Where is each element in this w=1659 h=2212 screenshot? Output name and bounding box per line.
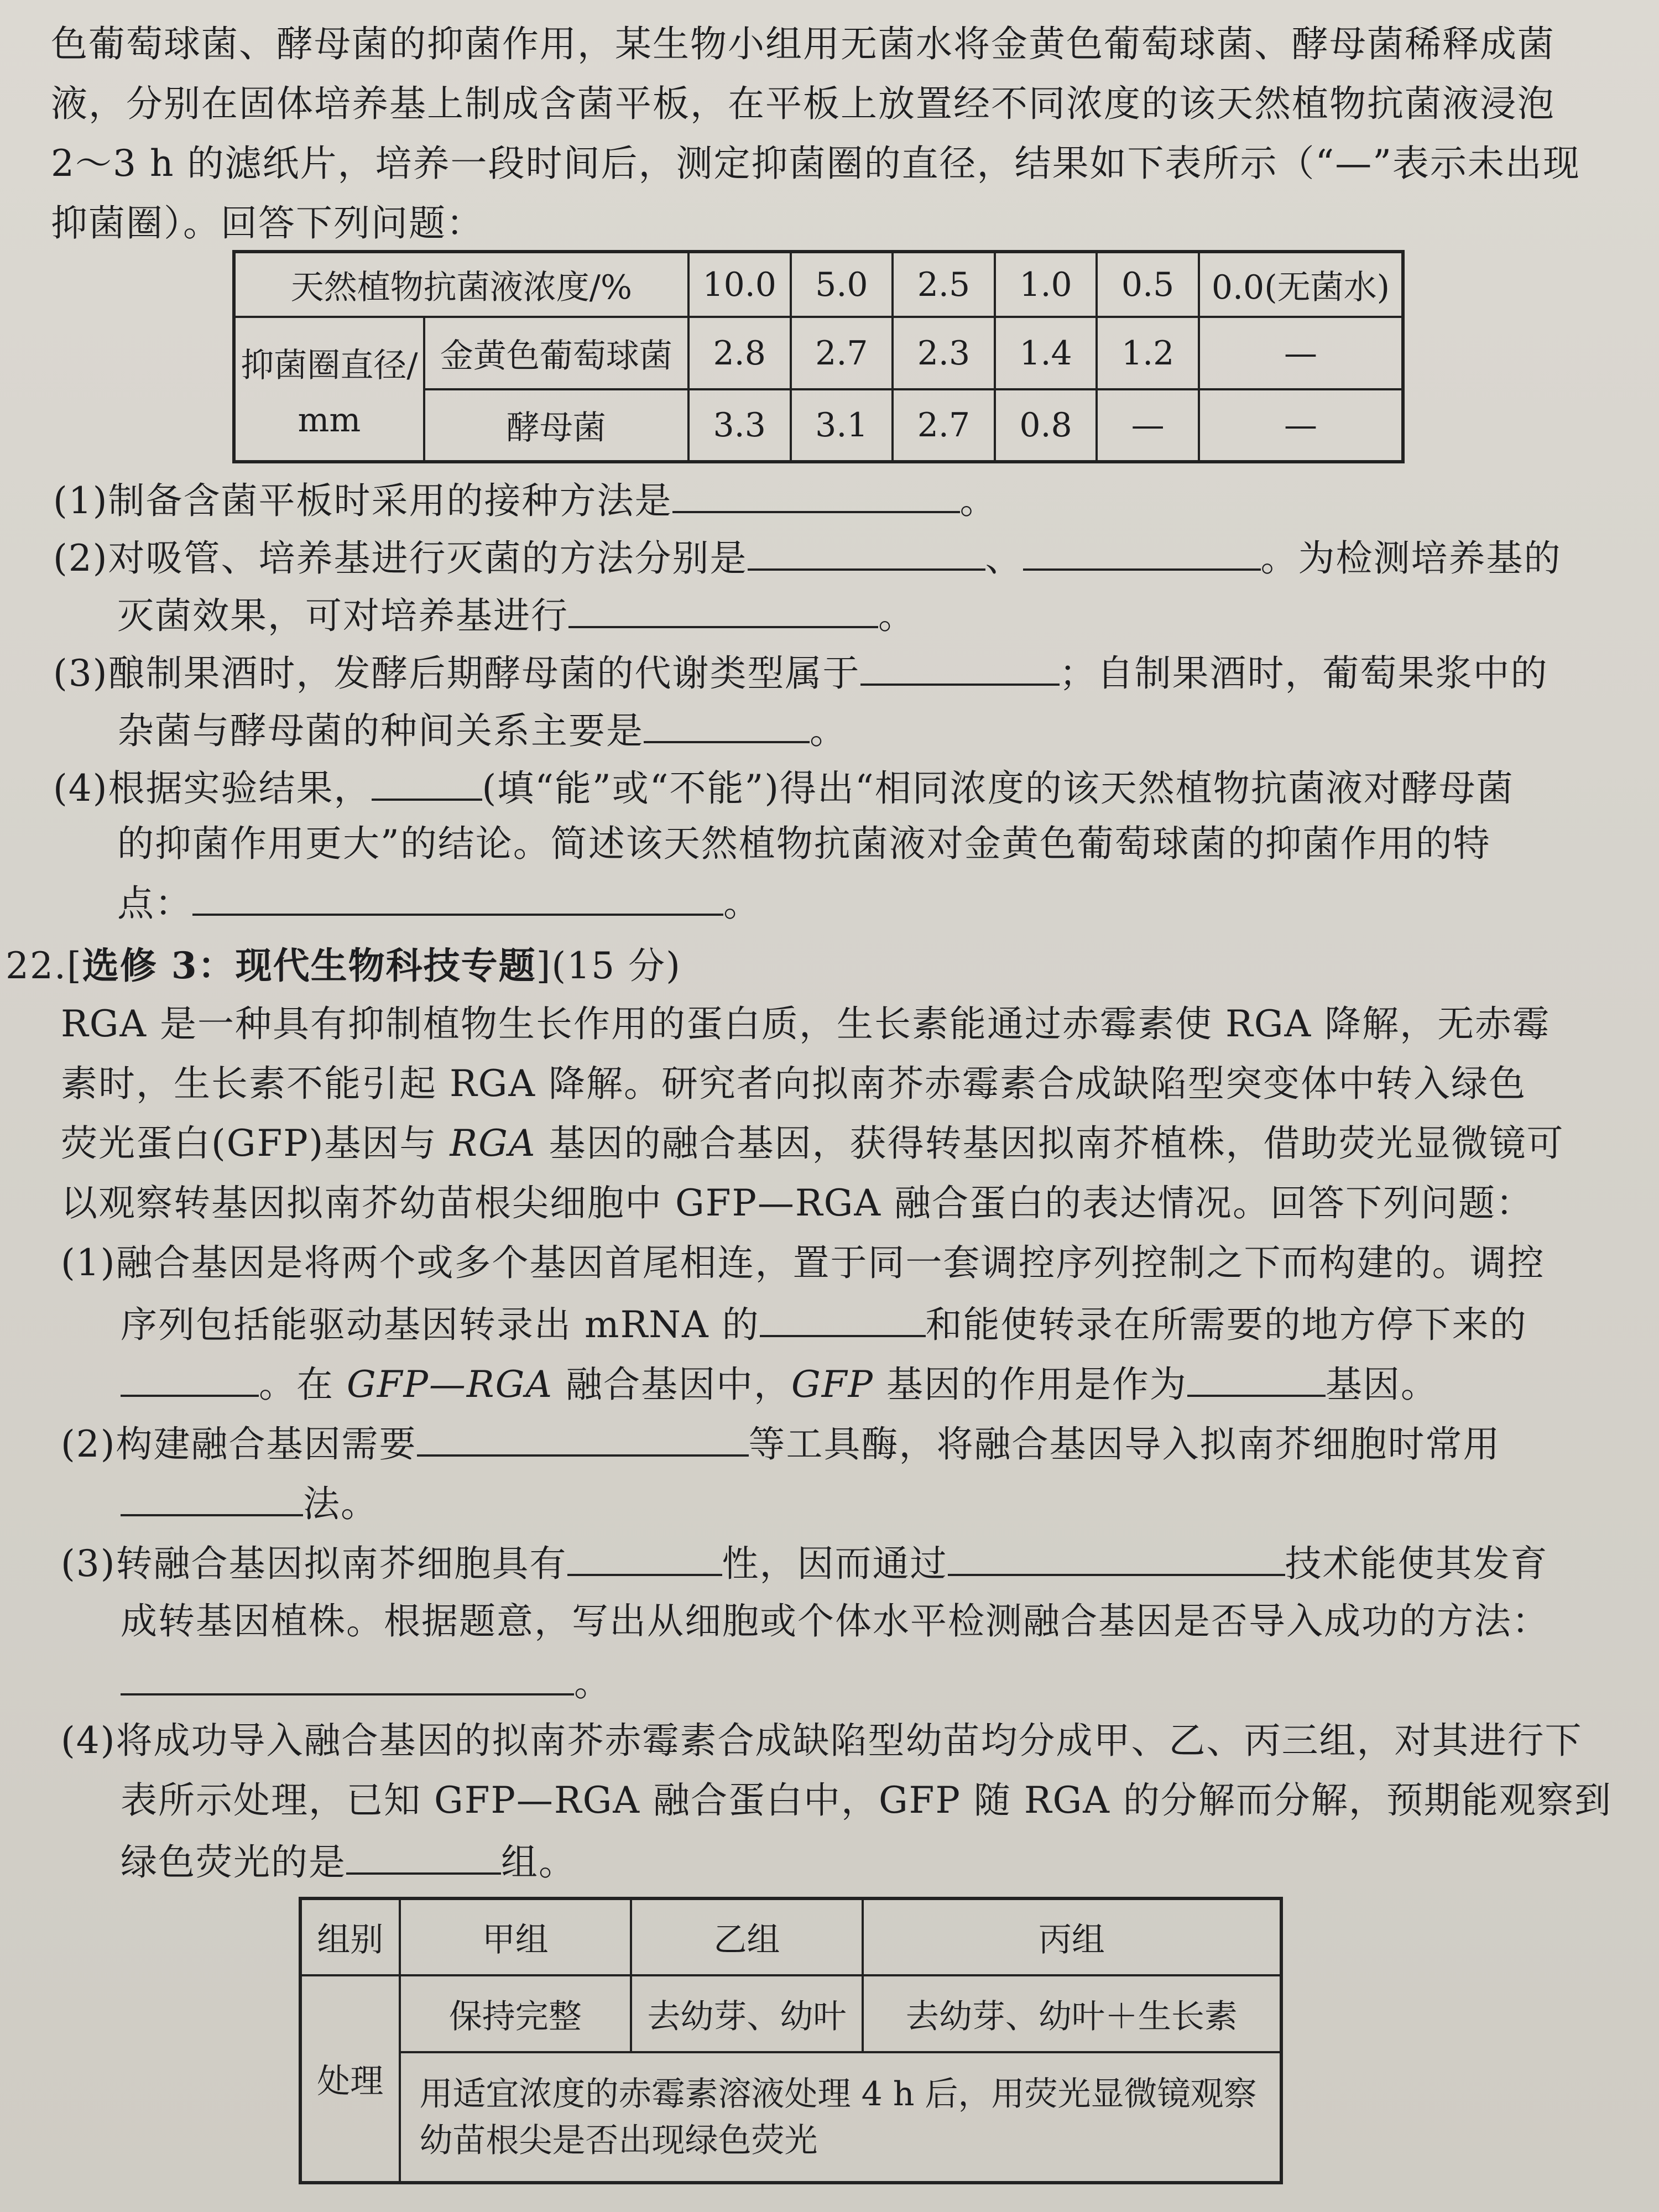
q22-q2c: 法。 (303, 1483, 378, 1525)
q22-q2a: (2)构建融合基因需要 (61, 1423, 417, 1465)
conc-cell: 10.0 (688, 252, 791, 317)
q22-q3a: (3)转融合基因拟南芥细胞具有 (61, 1542, 567, 1585)
q21-p2-sep: 、 (985, 537, 1023, 580)
conc-cell: 2.5 (893, 252, 995, 317)
answer-blank[interactable] (346, 1838, 501, 1875)
group-header: 丙组 (863, 1898, 1281, 1975)
q21-part4 (53, 764, 1514, 811)
answer-blank[interactable] (568, 592, 878, 628)
conc-cell: 0.0(无菌水) (1199, 252, 1403, 317)
common-treatment (400, 2052, 1282, 2183)
q21-p2-text-c: 灭菌效果，可对培养基进行 (117, 594, 568, 637)
q21-p3-text: (3)酿制果酒时，发酵后期酵母菌的代谢类型属于 (53, 652, 860, 695)
answer-blank[interactable] (672, 477, 960, 513)
q21-part4-cont2 (117, 879, 761, 926)
q21-p3-end: 。 (810, 709, 847, 752)
answer-blank[interactable] (644, 707, 810, 743)
concentration-header: 天然植物抗菌液浓度/% (234, 252, 688, 317)
answer-blank[interactable] (121, 1659, 574, 1695)
q22-stem-4: 以观察转基因拟南芥幼苗根尖细胞中 GFP—RGA 融合蛋白的表达情况。回答下列问题： (61, 1182, 1533, 1224)
q22-q1e-italic: GFP (791, 1363, 874, 1406)
q22-q1c: 和能使转录在所需要的地方停下来的 (925, 1303, 1527, 1346)
q22-title: 选修 3：现代生物科技专题 (82, 944, 536, 987)
answer-blank[interactable] (948, 1540, 1285, 1576)
q22-score: (15 分) (551, 945, 681, 987)
q22-q1d-italic: GFP—RGA (346, 1363, 553, 1406)
q22-part3-cont: 成转基因植株。根据题意，写出从细胞或个体水平检测融合基因是否导入成功的方法： (121, 1600, 1550, 1642)
bracket-open: [ (66, 945, 82, 987)
answer-blank[interactable] (1187, 1360, 1326, 1397)
q22-part2-cont (121, 1480, 378, 1526)
organism-name: 酵母菌 (424, 389, 688, 462)
answer-blank[interactable] (748, 534, 985, 571)
treatment-cell: 保持完整 (400, 1975, 631, 2052)
treatment-label: 处理 (300, 1975, 400, 2183)
q22-part1-cont2 (121, 1360, 1438, 1407)
question-number: 22. (6, 945, 67, 987)
q21-part3 (53, 649, 1548, 696)
q22-stem-3 (61, 1121, 1564, 1166)
conc-cell: 5.0 (791, 252, 893, 317)
q21-p4-text-b: (填“能”或“不能”)得出“相同浓度的该天然植物抗菌液对酵母菌 (482, 767, 1514, 810)
value-cell: 3.1 (791, 389, 893, 462)
value-cell: 2.7 (893, 389, 995, 462)
value-cell: — (1097, 389, 1199, 462)
treatment-cell: 去幼芽、幼叶＋生长素 (863, 1975, 1281, 2052)
treatment-cell: 去幼芽、幼叶 (631, 1975, 863, 2052)
value-cell: 1.2 (1097, 317, 1199, 389)
conc-cell: 0.5 (1097, 252, 1199, 317)
q22-q1g: 基因。 (1325, 1363, 1438, 1406)
group-header: 甲组 (400, 1898, 631, 1975)
q21-p1-end: 。 (959, 479, 998, 522)
answer-blank[interactable] (192, 879, 723, 916)
value-cell: — (1199, 389, 1403, 462)
q21-part3-cont (117, 707, 847, 753)
diameter-label-unit: mm (298, 400, 361, 440)
q21-p4-text: (4)根据实验结果， (53, 767, 372, 810)
value-cell: 0.8 (995, 389, 1097, 462)
q22-part1: (1)融合基因是将两个或多个基因首尾相连，置于同一套调控序列控制之下而构建的。调控 (61, 1241, 1545, 1284)
diameter-row-label (234, 317, 424, 462)
q22-q1d: 。在 (259, 1363, 347, 1406)
intro-line-2: 液，分别在固体培养基上制成含菌平板，在平板上放置经不同浓度的该天然植物抗菌液浸泡 (51, 82, 1555, 125)
q22-part4-cont: 表所示处理，已知 GFP—RGA 融合蛋白中，GFP 随 RGA 的分解而分解，预期能观察到 (121, 1779, 1612, 1822)
q21-p4-end: 。 (723, 882, 761, 925)
q22-stem-3-italic: RGA (450, 1122, 536, 1165)
common-treatment-line-2: 幼苗根尖是否出现绿色荧光 (419, 2121, 818, 2160)
value-cell: 2.3 (893, 317, 995, 389)
q21-p4-text-d: 点： (117, 882, 192, 925)
q22-part2 (61, 1420, 1501, 1467)
q21-p2-end: 。 (878, 594, 916, 637)
q22-q2b: 等工具酶，将融合基因导入拟南芥细胞时常用 (748, 1423, 1501, 1465)
q22-q3b: 性，因而通过 (722, 1542, 948, 1585)
answer-blank[interactable] (121, 1480, 303, 1516)
q22-stem-1: RGA 是一种具有抑制植物生长作用的蛋白质，生长素能通过赤霉素使 RGA 降解，无赤霉 (61, 1003, 1551, 1045)
q22-header (6, 943, 681, 988)
answer-blank[interactable] (121, 1360, 259, 1397)
q22-stem-3a: 荧光蛋白(GFP)基因与 (61, 1122, 450, 1165)
q22-part3 (61, 1540, 1548, 1586)
q22-part3-cont2 (121, 1659, 612, 1705)
q22-part4-cont2 (121, 1838, 576, 1885)
organism-name: 金黄色葡萄球菌 (424, 317, 688, 389)
answer-blank[interactable] (417, 1420, 749, 1457)
q21-p2-text: (2)对吸管、培养基进行灭菌的方法分别是 (53, 537, 748, 580)
answer-blank[interactable] (372, 764, 482, 801)
q22-q3-end: 。 (574, 1662, 612, 1704)
group-label: 组别 (300, 1898, 400, 1975)
intro-line-4: 抑菌圈）。回答下列问题： (51, 202, 484, 244)
q21-p1-text: (1)制备含菌平板时采用的接种方法是 (53, 479, 672, 522)
q22-q1b: 序列包括能驱动基因转录出 mRNA 的 (121, 1303, 760, 1346)
q21-p3-text-b: ；自制果酒时，葡萄果浆中的 (1059, 652, 1548, 695)
value-cell: 3.3 (688, 389, 791, 462)
q21-part2-cont (117, 592, 916, 638)
q21-part2 (53, 534, 1562, 581)
q22-q4c: 绿色荧光的是 (121, 1841, 346, 1884)
value-cell: — (1199, 317, 1403, 389)
q22-q1e: 融合基因中， (553, 1363, 791, 1406)
q21-part1 (53, 477, 998, 523)
value-cell: 2.7 (791, 317, 893, 389)
conc-cell: 1.0 (995, 252, 1097, 317)
q21-p2-text-b: 。为检测培养基的 (1260, 537, 1562, 580)
inhibition-zone-table (232, 250, 1405, 463)
q22-stem-2: 素时，生长素不能引起 RGA 降解。研究者向拟南芥赤霉素合成缺陷型突变体中转入绿色 (61, 1062, 1527, 1105)
intro-line-1: 色葡萄球菌、酵母菌的抑菌作用，某生物小组用无菌水将金黄色葡萄球菌、酵母菌稀释成菌 (51, 23, 1555, 65)
group-header: 乙组 (631, 1898, 863, 1975)
q22-part4: (4)将成功导入融合基因的拟南芥赤霉素合成缺陷型幼苗均分成甲、乙、丙三组，对其进行下 (61, 1719, 1583, 1762)
q21-part4-cont: 的抑菌作用更大”的结论。简述该天然植物抗菌液对金黄色葡萄球菌的抑菌作用的特 (117, 822, 1491, 865)
q22-part1-cont (121, 1301, 1527, 1347)
answer-blank[interactable] (567, 1540, 722, 1576)
answer-blank[interactable] (1023, 534, 1261, 571)
treatment-table (299, 1897, 1283, 2184)
q22-q4d: 组。 (501, 1841, 576, 1884)
value-cell: 2.8 (688, 317, 791, 389)
answer-blank[interactable] (860, 649, 1060, 686)
value-cell: 1.4 (995, 317, 1097, 389)
q22-q3c: 技术能使其发育 (1285, 1542, 1548, 1585)
q21-p3-text-c: 杂菌与酵母菌的种间关系主要是 (117, 709, 644, 752)
common-treatment-line-1: 用适宜浓度的赤霉素溶液处理 4 h 后，用荧光显微镜观察 (419, 2074, 1257, 2114)
answer-blank[interactable] (760, 1301, 926, 1337)
q22-stem-3b: 基因的融合基因，获得转基因拟南芥植株，借助荧光显微镜可 (536, 1122, 1564, 1165)
intro-line-3: 2～3 h 的滤纸片，培养一段时间后，测定抑菌圈的直径，结果如下表所示（“—”表示未出现 (51, 142, 1580, 185)
diameter-label-top: 抑菌圈直径/ (241, 346, 418, 385)
bracket-close: ] (536, 945, 552, 987)
q22-q1f: 基因的作用是作为 (873, 1363, 1187, 1406)
